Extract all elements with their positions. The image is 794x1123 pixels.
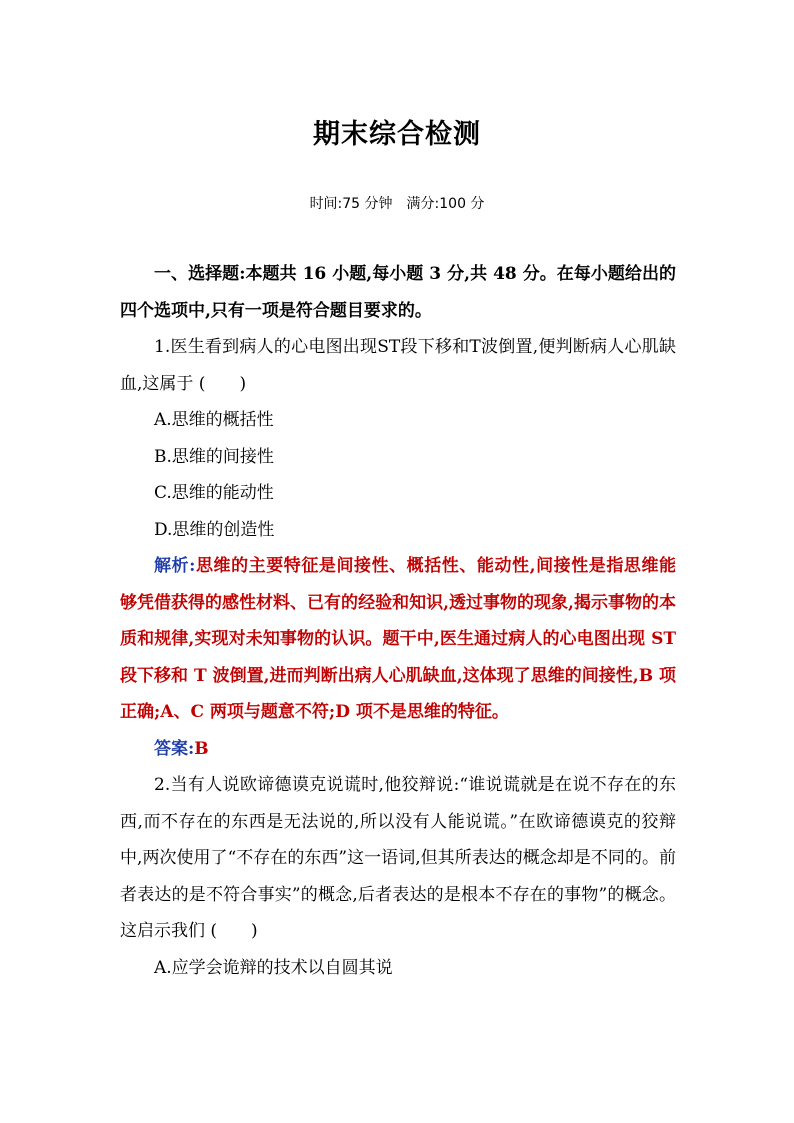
question-1-answer [120,731,676,768]
question-1-option-a: A.思维的概括性 [154,410,274,430]
answer-value: B [194,738,209,759]
question-2-option-a: A.应学会诡辩的技术以自圆其说 [154,957,393,978]
exam-meta: 时间:75 分钟 满分:100 分 [309,196,485,212]
question-1-option-d: D.思维的创造性 [154,519,275,540]
section-heading: 一、选择题:本题共 16 小题,每小题 3 分,共 48 分。在每小题给出的四个选项中,只有一项是符合题目要求的。 [120,264,676,321]
analysis-label: 解析: [154,556,196,576]
analysis-text: 思维的主要特征是间接性、概括性、能动性,间接性是指思维能够凭借获得的感性材料、已有的经验和知识,透过事物的现象,揭示事物的本质和规律,实现对未知事物的认识。题干中,医生通过病人的心电图出现 ST 段下移和 T 波倒置,进而判断出病人心肌缺血,这体现了思维的间接性,B 项正确;A、C 两项与题意不符;D 项不是思维的特征。 [120,556,677,722]
question-1-option-c: C.思维的能动性 [154,483,274,503]
document-body [120,256,676,986]
question-1-option-b: B.思维的间接性 [154,446,274,467]
page-title: 期末综合检测 [313,119,481,150]
question-2-stem: 2.当有人说欧谛德谟克说谎时,他狡辩说:“谁说谎就是在说不存在的东西,而不存在的东西是无法说的,所以没有人能说谎。”在欧谛德谟克的狡辩中,两次使用了“不存在的东西”这一语词,但其所表达的概念却是不同的。前者表达的是不符合事实”的概念,后者表达的是根本不存在的事物”的概念。这启示我们 ( ) [120,775,676,941]
question-1-stem: 1.医生看到病人的心电图出现ST段下移和T波倒置,便判断病人心肌缺血,这属于 ( ) [120,337,676,394]
answer-label: 答案: [154,738,195,759]
question-1-analysis [120,548,676,731]
